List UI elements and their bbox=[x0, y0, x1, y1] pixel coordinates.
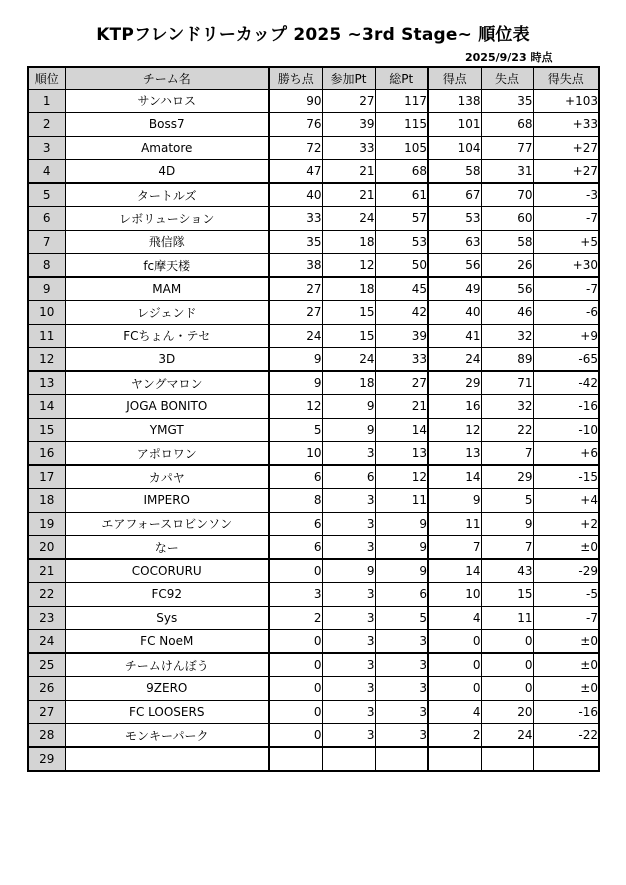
total-points-cell: 9 bbox=[375, 559, 428, 583]
win-points-cell: 2 bbox=[269, 606, 322, 630]
total-points-cell: 105 bbox=[375, 136, 428, 160]
team-name-cell: FC92 bbox=[65, 583, 269, 607]
team-name-cell: JOGA BONITO bbox=[65, 395, 269, 419]
rank-cell: 19 bbox=[28, 512, 65, 536]
goals-against-cell: 7 bbox=[481, 442, 533, 466]
total-points-cell: 6 bbox=[375, 583, 428, 607]
team-name-cell: 4D bbox=[65, 160, 269, 184]
goal-difference-cell: -15 bbox=[533, 465, 599, 489]
goal-difference-cell: ±0 bbox=[533, 653, 599, 677]
goals-for-cell: 29 bbox=[428, 371, 481, 395]
participation-points-cell: 39 bbox=[322, 113, 375, 137]
goals-for-cell: 16 bbox=[428, 395, 481, 419]
participation-points-cell: 9 bbox=[322, 418, 375, 442]
col-header-goals-for: 得点 bbox=[428, 67, 481, 89]
total-points-cell: 50 bbox=[375, 254, 428, 278]
goal-difference-cell: -5 bbox=[533, 583, 599, 607]
goals-against-cell: 68 bbox=[481, 113, 533, 137]
goal-difference-cell: +30 bbox=[533, 254, 599, 278]
goals-for-cell: 24 bbox=[428, 348, 481, 372]
win-points-cell: 0 bbox=[269, 724, 322, 748]
goals-against-cell: 70 bbox=[481, 183, 533, 207]
win-points-cell: 27 bbox=[269, 301, 322, 325]
goals-for-cell bbox=[428, 747, 481, 771]
rank-cell: 3 bbox=[28, 136, 65, 160]
rank-cell: 13 bbox=[28, 371, 65, 395]
goal-difference-cell: ±0 bbox=[533, 630, 599, 654]
rank-cell: 15 bbox=[28, 418, 65, 442]
rank-cell: 18 bbox=[28, 489, 65, 513]
rank-cell: 2 bbox=[28, 113, 65, 137]
participation-points-cell: 3 bbox=[322, 700, 375, 724]
win-points-cell: 0 bbox=[269, 559, 322, 583]
team-name-cell: FCちょん・テセ bbox=[65, 324, 269, 348]
participation-points-cell: 18 bbox=[322, 230, 375, 254]
team-name-cell: IMPERO bbox=[65, 489, 269, 513]
team-name-cell: カパヤ bbox=[65, 465, 269, 489]
team-name-cell: 飛信隊 bbox=[65, 230, 269, 254]
goals-against-cell: 77 bbox=[481, 136, 533, 160]
goals-for-cell: 12 bbox=[428, 418, 481, 442]
rank-cell: 10 bbox=[28, 301, 65, 325]
rank-cell: 1 bbox=[28, 89, 65, 113]
col-header-total-points: 総Pt bbox=[375, 67, 428, 89]
win-points-cell: 24 bbox=[269, 324, 322, 348]
goal-difference-cell: -7 bbox=[533, 606, 599, 630]
total-points-cell: 3 bbox=[375, 630, 428, 654]
goal-difference-cell: -16 bbox=[533, 395, 599, 419]
total-points-cell: 53 bbox=[375, 230, 428, 254]
participation-points-cell: 3 bbox=[322, 512, 375, 536]
goal-difference-cell: -6 bbox=[533, 301, 599, 325]
total-points-cell: 57 bbox=[375, 207, 428, 231]
goals-for-cell: 13 bbox=[428, 442, 481, 466]
participation-points-cell: 3 bbox=[322, 606, 375, 630]
win-points-cell: 72 bbox=[269, 136, 322, 160]
table-row bbox=[28, 183, 599, 207]
goal-difference-cell: +2 bbox=[533, 512, 599, 536]
win-points-cell: 27 bbox=[269, 277, 322, 301]
win-points-cell: 0 bbox=[269, 653, 322, 677]
team-name-cell: サンハロス bbox=[65, 89, 269, 113]
team-name-cell: レボリューション bbox=[65, 207, 269, 231]
participation-points-cell: 18 bbox=[322, 277, 375, 301]
participation-points-cell: 33 bbox=[322, 136, 375, 160]
win-points-cell: 8 bbox=[269, 489, 322, 513]
table-row bbox=[28, 630, 599, 654]
total-points-cell: 12 bbox=[375, 465, 428, 489]
total-points-cell: 117 bbox=[375, 89, 428, 113]
goals-against-cell: 0 bbox=[481, 653, 533, 677]
goals-against-cell: 22 bbox=[481, 418, 533, 442]
team-name-cell: FC LOOSERS bbox=[65, 700, 269, 724]
goals-for-cell: 0 bbox=[428, 653, 481, 677]
rank-cell: 22 bbox=[28, 583, 65, 607]
win-points-cell: 9 bbox=[269, 348, 322, 372]
col-header-rank: 順位 bbox=[28, 67, 65, 89]
total-points-cell: 11 bbox=[375, 489, 428, 513]
goals-for-cell: 40 bbox=[428, 301, 481, 325]
team-name-cell: COCORURU bbox=[65, 559, 269, 583]
total-points-cell: 3 bbox=[375, 724, 428, 748]
total-points-cell: 39 bbox=[375, 324, 428, 348]
goals-for-cell: 14 bbox=[428, 559, 481, 583]
total-points-cell: 21 bbox=[375, 395, 428, 419]
table-row bbox=[28, 465, 599, 489]
goals-for-cell: 53 bbox=[428, 207, 481, 231]
total-points-cell: 13 bbox=[375, 442, 428, 466]
rank-cell: 5 bbox=[28, 183, 65, 207]
goal-difference-cell: -16 bbox=[533, 700, 599, 724]
participation-points-cell: 18 bbox=[322, 371, 375, 395]
participation-points-cell: 9 bbox=[322, 559, 375, 583]
table-row bbox=[28, 324, 599, 348]
goals-against-cell: 0 bbox=[481, 677, 533, 701]
goal-difference-cell: +33 bbox=[533, 113, 599, 137]
team-name-cell: なー bbox=[65, 536, 269, 560]
team-name-cell: FC NoeM bbox=[65, 630, 269, 654]
total-points-cell: 9 bbox=[375, 536, 428, 560]
win-points-cell: 9 bbox=[269, 371, 322, 395]
win-points-cell: 40 bbox=[269, 183, 322, 207]
team-name-cell: アポロワン bbox=[65, 442, 269, 466]
goals-against-cell: 26 bbox=[481, 254, 533, 278]
rank-cell: 4 bbox=[28, 160, 65, 184]
team-name-cell: Boss7 bbox=[65, 113, 269, 137]
win-points-cell: 0 bbox=[269, 700, 322, 724]
goals-for-cell: 67 bbox=[428, 183, 481, 207]
goals-for-cell: 14 bbox=[428, 465, 481, 489]
win-points-cell: 3 bbox=[269, 583, 322, 607]
team-name-cell: MAM bbox=[65, 277, 269, 301]
team-name-cell: Amatore bbox=[65, 136, 269, 160]
goal-difference-cell: +5 bbox=[533, 230, 599, 254]
participation-points-cell: 21 bbox=[322, 160, 375, 184]
goals-against-cell: 32 bbox=[481, 395, 533, 419]
participation-points-cell: 3 bbox=[322, 442, 375, 466]
rank-cell: 25 bbox=[28, 653, 65, 677]
col-header-goal-difference: 得失点 bbox=[533, 67, 599, 89]
goals-for-cell: 0 bbox=[428, 677, 481, 701]
goals-against-cell: 31 bbox=[481, 160, 533, 184]
total-points-cell: 27 bbox=[375, 371, 428, 395]
win-points-cell: 35 bbox=[269, 230, 322, 254]
goals-against-cell: 35 bbox=[481, 89, 533, 113]
team-name-cell: YMGT bbox=[65, 418, 269, 442]
goal-difference-cell: +103 bbox=[533, 89, 599, 113]
total-points-cell: 9 bbox=[375, 512, 428, 536]
participation-points-cell: 3 bbox=[322, 536, 375, 560]
goals-for-cell: 4 bbox=[428, 700, 481, 724]
rank-cell: 17 bbox=[28, 465, 65, 489]
table-row bbox=[28, 301, 599, 325]
table-row bbox=[28, 442, 599, 466]
win-points-cell: 12 bbox=[269, 395, 322, 419]
total-points-cell: 115 bbox=[375, 113, 428, 137]
participation-points-cell: 9 bbox=[322, 395, 375, 419]
team-name-cell: ヤングマロン bbox=[65, 371, 269, 395]
table-row bbox=[28, 348, 599, 372]
rank-cell: 23 bbox=[28, 606, 65, 630]
participation-points-cell: 3 bbox=[322, 677, 375, 701]
standings-table bbox=[27, 66, 600, 772]
total-points-cell: 33 bbox=[375, 348, 428, 372]
goals-against-cell: 60 bbox=[481, 207, 533, 231]
win-points-cell: 38 bbox=[269, 254, 322, 278]
goal-difference-cell: -7 bbox=[533, 207, 599, 231]
win-points-cell: 6 bbox=[269, 465, 322, 489]
goal-difference-cell: +4 bbox=[533, 489, 599, 513]
goal-difference-cell: ±0 bbox=[533, 677, 599, 701]
col-header-team: チーム名 bbox=[65, 67, 269, 89]
goals-against-cell: 9 bbox=[481, 512, 533, 536]
team-name-cell: タートルズ bbox=[65, 183, 269, 207]
col-header-participation-points: 参加Pt bbox=[322, 67, 375, 89]
rank-cell: 6 bbox=[28, 207, 65, 231]
goal-difference-cell: -3 bbox=[533, 183, 599, 207]
as-of-date: 2025/9/23 時点 bbox=[465, 51, 553, 64]
goal-difference-cell: -65 bbox=[533, 348, 599, 372]
rank-cell: 29 bbox=[28, 747, 65, 771]
participation-points-cell: 24 bbox=[322, 348, 375, 372]
rank-cell: 9 bbox=[28, 277, 65, 301]
goals-against-cell: 89 bbox=[481, 348, 533, 372]
goals-for-cell: 11 bbox=[428, 512, 481, 536]
goals-for-cell: 4 bbox=[428, 606, 481, 630]
table-row bbox=[28, 254, 599, 278]
table-row bbox=[28, 489, 599, 513]
goal-difference-cell bbox=[533, 747, 599, 771]
participation-points-cell: 12 bbox=[322, 254, 375, 278]
total-points-cell: 3 bbox=[375, 677, 428, 701]
table-row bbox=[28, 395, 599, 419]
participation-points-cell: 3 bbox=[322, 489, 375, 513]
total-points-cell: 42 bbox=[375, 301, 428, 325]
goals-for-cell: 104 bbox=[428, 136, 481, 160]
rank-cell: 7 bbox=[28, 230, 65, 254]
win-points-cell: 6 bbox=[269, 536, 322, 560]
win-points-cell: 76 bbox=[269, 113, 322, 137]
total-points-cell: 61 bbox=[375, 183, 428, 207]
goal-difference-cell: +9 bbox=[533, 324, 599, 348]
rank-cell: 21 bbox=[28, 559, 65, 583]
win-points-cell bbox=[269, 747, 322, 771]
goals-for-cell: 138 bbox=[428, 89, 481, 113]
total-points-cell: 3 bbox=[375, 700, 428, 724]
table-row bbox=[28, 559, 599, 583]
goal-difference-cell: -29 bbox=[533, 559, 599, 583]
col-header-goals-against: 失点 bbox=[481, 67, 533, 89]
goals-against-cell: 24 bbox=[481, 724, 533, 748]
team-name-cell bbox=[65, 747, 269, 771]
participation-points-cell: 3 bbox=[322, 630, 375, 654]
table-row bbox=[28, 724, 599, 748]
goal-difference-cell: -22 bbox=[533, 724, 599, 748]
goal-difference-cell: -42 bbox=[533, 371, 599, 395]
table-row bbox=[28, 113, 599, 137]
total-points-cell: 68 bbox=[375, 160, 428, 184]
total-points-cell: 5 bbox=[375, 606, 428, 630]
participation-points-cell: 3 bbox=[322, 653, 375, 677]
win-points-cell: 6 bbox=[269, 512, 322, 536]
goals-for-cell: 9 bbox=[428, 489, 481, 513]
rank-cell: 28 bbox=[28, 724, 65, 748]
goal-difference-cell: +27 bbox=[533, 136, 599, 160]
goals-for-cell: 63 bbox=[428, 230, 481, 254]
participation-points-cell: 24 bbox=[322, 207, 375, 231]
table-row bbox=[28, 747, 599, 771]
win-points-cell: 47 bbox=[269, 160, 322, 184]
participation-points-cell: 6 bbox=[322, 465, 375, 489]
table-row bbox=[28, 230, 599, 254]
table-row bbox=[28, 512, 599, 536]
page-title: KTPフレンドリーカップ 2025 ~3rd Stage~ 順位表 bbox=[96, 25, 530, 45]
header-row bbox=[28, 67, 599, 89]
goal-difference-cell: +6 bbox=[533, 442, 599, 466]
goals-against-cell: 11 bbox=[481, 606, 533, 630]
goals-against-cell: 0 bbox=[481, 630, 533, 654]
goals-for-cell: 41 bbox=[428, 324, 481, 348]
total-points-cell: 45 bbox=[375, 277, 428, 301]
goal-difference-cell: ±0 bbox=[533, 536, 599, 560]
rank-cell: 8 bbox=[28, 254, 65, 278]
goals-against-cell: 32 bbox=[481, 324, 533, 348]
goals-for-cell: 56 bbox=[428, 254, 481, 278]
goals-against-cell: 29 bbox=[481, 465, 533, 489]
team-name-cell: Sys bbox=[65, 606, 269, 630]
win-points-cell: 0 bbox=[269, 630, 322, 654]
goal-difference-cell: -10 bbox=[533, 418, 599, 442]
participation-points-cell: 3 bbox=[322, 583, 375, 607]
participation-points-cell bbox=[322, 747, 375, 771]
total-points-cell: 14 bbox=[375, 418, 428, 442]
total-points-cell: 3 bbox=[375, 653, 428, 677]
goals-against-cell: 56 bbox=[481, 277, 533, 301]
table-row bbox=[28, 207, 599, 231]
rank-cell: 16 bbox=[28, 442, 65, 466]
team-name-cell: fc摩天楼 bbox=[65, 254, 269, 278]
total-points-cell bbox=[375, 747, 428, 771]
win-points-cell: 10 bbox=[269, 442, 322, 466]
win-points-cell: 90 bbox=[269, 89, 322, 113]
table-row bbox=[28, 160, 599, 184]
goals-for-cell: 10 bbox=[428, 583, 481, 607]
table-row bbox=[28, 89, 599, 113]
rank-cell: 14 bbox=[28, 395, 65, 419]
rank-cell: 12 bbox=[28, 348, 65, 372]
participation-points-cell: 21 bbox=[322, 183, 375, 207]
table-row bbox=[28, 677, 599, 701]
participation-points-cell: 3 bbox=[322, 724, 375, 748]
table-row bbox=[28, 536, 599, 560]
table-row bbox=[28, 606, 599, 630]
team-name-cell: 9ZERO bbox=[65, 677, 269, 701]
table-row bbox=[28, 371, 599, 395]
table-row bbox=[28, 136, 599, 160]
table-row bbox=[28, 700, 599, 724]
goals-against-cell: 15 bbox=[481, 583, 533, 607]
team-name-cell: モンキーパーク bbox=[65, 724, 269, 748]
win-points-cell: 33 bbox=[269, 207, 322, 231]
table-row bbox=[28, 583, 599, 607]
goals-for-cell: 2 bbox=[428, 724, 481, 748]
goals-against-cell: 20 bbox=[481, 700, 533, 724]
team-name-cell: エアフォースロビンソン bbox=[65, 512, 269, 536]
rank-cell: 26 bbox=[28, 677, 65, 701]
goals-against-cell: 58 bbox=[481, 230, 533, 254]
goals-for-cell: 7 bbox=[428, 536, 481, 560]
col-header-win-points: 勝ち点 bbox=[269, 67, 322, 89]
goals-for-cell: 49 bbox=[428, 277, 481, 301]
team-name-cell: 3D bbox=[65, 348, 269, 372]
rank-cell: 27 bbox=[28, 700, 65, 724]
rank-cell: 24 bbox=[28, 630, 65, 654]
rank-cell: 11 bbox=[28, 324, 65, 348]
table-row bbox=[28, 653, 599, 677]
win-points-cell: 5 bbox=[269, 418, 322, 442]
goals-for-cell: 101 bbox=[428, 113, 481, 137]
goals-against-cell: 5 bbox=[481, 489, 533, 513]
team-name-cell: レジェンド bbox=[65, 301, 269, 325]
goals-for-cell: 58 bbox=[428, 160, 481, 184]
table-row bbox=[28, 277, 599, 301]
goals-for-cell: 0 bbox=[428, 630, 481, 654]
goals-against-cell: 46 bbox=[481, 301, 533, 325]
participation-points-cell: 15 bbox=[322, 301, 375, 325]
goal-difference-cell: -7 bbox=[533, 277, 599, 301]
goals-against-cell: 7 bbox=[481, 536, 533, 560]
goal-difference-cell: +27 bbox=[533, 160, 599, 184]
win-points-cell: 0 bbox=[269, 677, 322, 701]
team-name-cell: チームけんぼう bbox=[65, 653, 269, 677]
participation-points-cell: 27 bbox=[322, 89, 375, 113]
participation-points-cell: 15 bbox=[322, 324, 375, 348]
rank-cell: 20 bbox=[28, 536, 65, 560]
goals-against-cell: 71 bbox=[481, 371, 533, 395]
table-row bbox=[28, 418, 599, 442]
goals-against-cell: 43 bbox=[481, 559, 533, 583]
goals-against-cell bbox=[481, 747, 533, 771]
